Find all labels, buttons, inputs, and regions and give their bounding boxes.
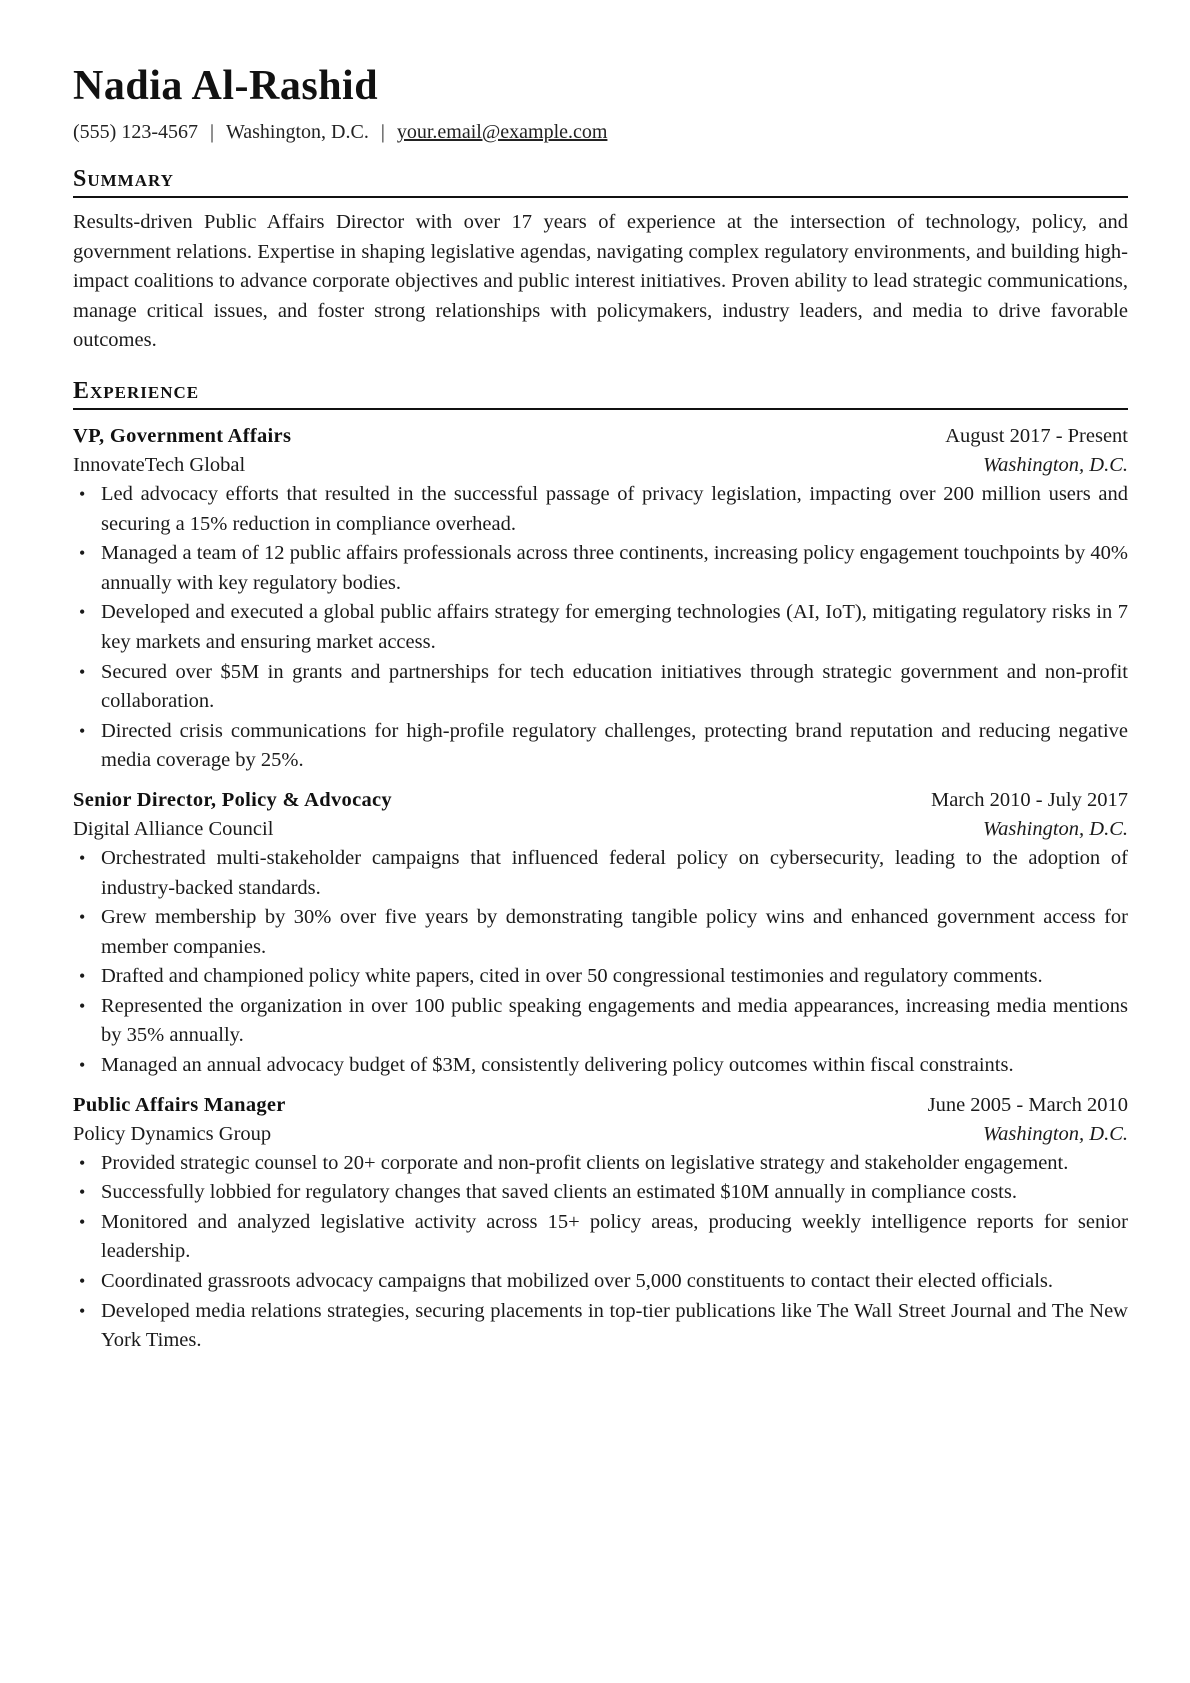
- contact-separator: |: [209, 121, 214, 143]
- bullet-item: • Managed a team of 12 public affairs professionals across three continents, increasing policy engagement touchpoints by 40% annually with key regulatory bodies.: [73, 539, 1128, 598]
- contact-separator: |: [380, 121, 385, 143]
- bullet-item: • Represented the organization in over 100 public speaking engagements and media appearances, increasing media mentions by 35% annually.: [73, 992, 1128, 1051]
- summary-paragraph: Results-driven Public Affairs Director with over 17 years of experience at the intersection of technology, policy, and government relations. Expertise in shaping legislative agendas, navigating complex regulatory environments, and building high-impact coalitions to advance corporate objectives and public interest initiatives. Proven ability to lead strategic communications, manage critical issues, and foster strong relationships with policymakers, industry leaders, and media to drive favorable outcomes.: [73, 211, 1128, 352]
- job-bullets: [73, 1149, 1128, 1356]
- bullet-item: • Coordinated grassroots advocacy campaigns that mobilized over 5,000 constituents to contact their elected officials.: [73, 1267, 1128, 1297]
- bullet-item: • Secured over $5M in grants and partnerships for tech education initiatives through strategic government and non-profit collaboration.: [73, 658, 1128, 717]
- job-title: Senior Director, Policy & Advocacy: [73, 788, 392, 811]
- job-entry: [73, 1091, 1128, 1356]
- job-dates: August 2017 - Present: [945, 424, 1128, 447]
- bullet-item: • Drafted and championed policy white papers, cited in over 50 congressional testimonies and regulatory comments.: [73, 962, 1128, 992]
- job-entry: [73, 786, 1128, 1081]
- bullet-item: • Successfully lobbied for regulatory changes that saved clients an estimated $10M annually in compliance costs.: [73, 1178, 1128, 1208]
- candidate-name: Nadia Al-Rashid: [73, 63, 379, 109]
- job-title: VP, Government Affairs: [73, 424, 292, 447]
- resume-content: [73, 60, 1128, 1356]
- job-dates: June 2005 - March 2010: [927, 1093, 1128, 1116]
- summary-section: [73, 164, 1128, 356]
- bullet-item: • Provided strategic counsel to 20+ corporate and non-profit clients on legislative strategy and stakeholder engagement.: [73, 1149, 1128, 1179]
- job-subheader: [73, 1120, 1128, 1149]
- bullet-item: • Managed an annual advocacy budget of $3M, consistently delivering policy outcomes within fiscal constraints.: [73, 1051, 1128, 1081]
- contact-line: [73, 118, 1128, 146]
- job-bullets: [73, 480, 1128, 776]
- bullet-item: • Grew membership by 30% over five years by demonstrating tangible policy wins and enhanced government access for member companies.: [73, 903, 1128, 962]
- job-company: Digital Alliance Council: [73, 817, 274, 840]
- job-company: InnovateTech Global: [73, 453, 246, 476]
- job-list: [73, 422, 1128, 1356]
- job-dates: March 2010 - July 2017: [930, 788, 1128, 811]
- summary-heading: Summary: [73, 164, 1128, 198]
- bullet-item: • Orchestrated multi-stakeholder campaigns that influenced federal policy on cybersecurity, leading to the adoption of industry-backed standards.: [73, 844, 1128, 903]
- job-subheader: [73, 815, 1128, 844]
- job-header: [73, 786, 1128, 815]
- email-link[interactable]: your.email@example.com: [396, 121, 608, 143]
- experience-heading: Experience: [73, 376, 1128, 410]
- job-header: [73, 1091, 1128, 1120]
- contact-location: Washington, D.C.: [226, 121, 369, 143]
- job-location: Washington, D.C.: [982, 817, 1128, 840]
- bullet-item: • Directed crisis communications for high-profile regulatory challenges, protecting brand reputation and reducing negative media coverage by 25%.: [73, 717, 1128, 776]
- job-subheader: [73, 451, 1128, 480]
- bullet-item: • Developed and executed a global public affairs strategy for emerging technologies (AI, IoT), mitigating regulatory risks in 7 key markets and ensuring market access.: [73, 598, 1128, 657]
- job-header: [73, 422, 1128, 451]
- bullet-item: • Developed media relations strategies, securing placements in top-tier publications like The Wall Street Journal and The New York Times.: [73, 1297, 1128, 1356]
- job-bullets: [73, 844, 1128, 1081]
- bullet-item: • Led advocacy efforts that resulted in the successful passage of privacy legislation, impacting over 200 million users and securing a 15% reduction in compliance overhead.: [73, 480, 1128, 539]
- job-company: Policy Dynamics Group: [73, 1122, 272, 1145]
- job-location: Washington, D.C.: [982, 1122, 1128, 1145]
- phone-number: (555) 123-4567: [73, 121, 198, 143]
- bullet-item: • Monitored and analyzed legislative activity across 15+ policy areas, producing weekly intelligence reports for senior leadership.: [73, 1208, 1128, 1267]
- job-location: Washington, D.C.: [982, 453, 1128, 476]
- experience-section: [73, 376, 1128, 1356]
- job-title: Public Affairs Manager: [73, 1093, 286, 1116]
- job-entry: [73, 422, 1128, 776]
